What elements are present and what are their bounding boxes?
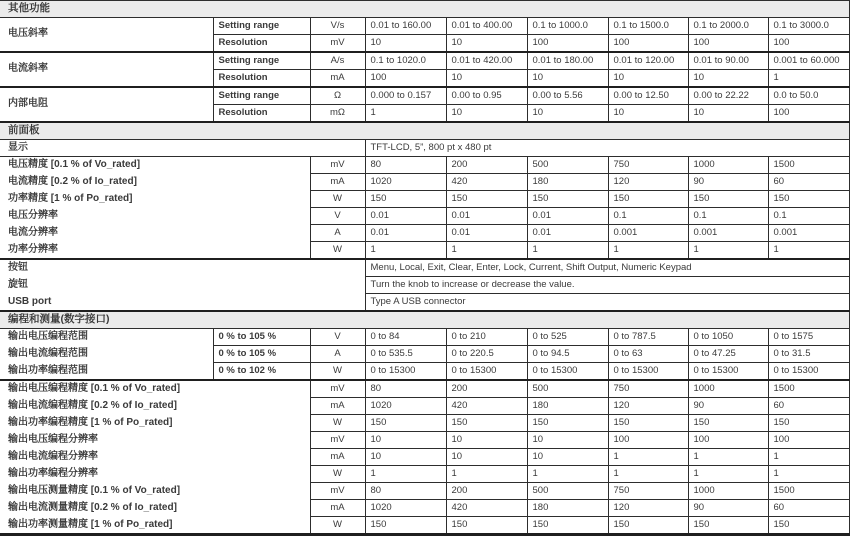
value-cell: 0.0 to 50.0 — [768, 87, 849, 105]
value-cell: 0 to 63 — [608, 346, 688, 363]
spec-label: 输出电压编程范围 — [8, 331, 88, 342]
spec-label: 按钮 — [0, 259, 365, 277]
spec-table-body — [0, 1, 849, 535]
value-cell: 150 — [608, 191, 688, 208]
value-cell: 60 — [768, 500, 849, 517]
spec-row — [0, 432, 849, 449]
value-cell: 0.01 to 160.00 — [365, 18, 446, 35]
value-cell: 120 — [608, 398, 688, 415]
value-cell: 150 — [768, 415, 849, 432]
unit-cell: Ω — [310, 87, 365, 105]
spec-label: 功率精度 [1 % of Po_rated] — [8, 192, 133, 204]
value-cell: 0 to 787.5 — [608, 329, 688, 346]
spec-row — [0, 398, 849, 415]
section-header: 编程和测量(数字接口) — [0, 311, 849, 329]
value-cell: 0.00 to 0.95 — [446, 87, 527, 105]
spec-label: 输出功率测量精度 [1 % of Po_rated] — [8, 518, 173, 530]
spec-label: 输出电压编程分辨率 — [8, 433, 98, 445]
value-cell: 1 — [688, 466, 768, 483]
value-cell: 1000 — [688, 157, 768, 174]
value-cell: 60 — [768, 398, 849, 415]
value-cell: 750 — [608, 483, 688, 500]
value-cell: 0.01 to 120.00 — [608, 52, 688, 70]
sub-label: Resolution — [213, 70, 310, 88]
value-cell: 90 — [688, 174, 768, 191]
value-cell: 80 — [365, 157, 446, 174]
spec-row — [0, 363, 849, 381]
value-cell: 1 — [688, 242, 768, 260]
unit-cell: mA — [310, 70, 365, 88]
value-cell: 150 — [446, 415, 527, 432]
value-cell: 10 — [527, 449, 608, 466]
value-cell: 0.01 to 400.00 — [446, 18, 527, 35]
value-cell: 10 — [446, 105, 527, 123]
section-row — [0, 1, 849, 18]
value-cell: 1500 — [768, 483, 849, 500]
value-cell: 10 — [527, 70, 608, 88]
spec-label: 电压斜率 — [8, 28, 48, 40]
value-cell: 500 — [527, 157, 608, 174]
value-cell: 150 — [688, 415, 768, 432]
section-row — [0, 311, 849, 329]
value-cell: 100 — [688, 35, 768, 53]
value-cell: 80 — [365, 483, 446, 500]
spec-row — [0, 208, 849, 225]
value-cell: 10 — [446, 70, 527, 88]
value-cell: 0.01 — [527, 208, 608, 225]
value-cell: 0 to 15300 — [365, 363, 446, 381]
spec-label: 输出电压测量精度 [0.1 % of Vo_rated] — [8, 484, 181, 496]
value-cell: 180 — [527, 398, 608, 415]
spec-row — [0, 277, 849, 294]
spec-row — [0, 329, 849, 346]
unit-cell: A/s — [310, 52, 365, 70]
value-cell: 0.1 — [768, 208, 849, 225]
sub-label: Setting range — [213, 87, 310, 105]
spec-row — [0, 500, 849, 517]
value-cell: 10 — [688, 105, 768, 123]
value-cell: 0.00 to 22.22 — [688, 87, 768, 105]
value-cell: 120 — [608, 174, 688, 191]
value-cell: 150 — [527, 517, 608, 535]
unit-cell: W — [310, 363, 365, 381]
value-cell: 150 — [446, 517, 527, 535]
value-cell: 100 — [768, 35, 849, 53]
value-cell: 0.00 to 5.56 — [527, 87, 608, 105]
value-cell: 0 to 15300 — [688, 363, 768, 381]
value-cell: 0.1 to 1020.0 — [365, 52, 446, 70]
spec-label: 电流斜率 — [0, 52, 213, 87]
value-cell: 150 — [365, 191, 446, 208]
unit-cell: mV — [310, 380, 365, 398]
spec-value: Type A USB connector — [365, 294, 849, 312]
unit-cell: mV — [310, 157, 365, 174]
sub-label: Resolution — [213, 35, 310, 53]
value-cell: 0 to 525 — [527, 329, 608, 346]
value-cell: 0.000 to 0.157 — [365, 87, 446, 105]
value-cell: 150 — [365, 517, 446, 535]
value-cell: 750 — [608, 157, 688, 174]
value-cell: 0.1 — [608, 208, 688, 225]
value-cell: 100 — [608, 35, 688, 53]
spec-label: 显示 — [8, 141, 28, 153]
value-cell: 180 — [527, 500, 608, 517]
spec-value: Menu, Local, Exit, Clear, Enter, Lock, Current, Shift Output, Numeric Keypad — [365, 259, 849, 277]
value-cell: 1 — [768, 242, 849, 260]
value-cell: 0 to 31.5 — [768, 346, 849, 363]
section-row — [0, 122, 849, 140]
value-cell: 100 — [768, 105, 849, 123]
value-cell: 0.1 to 3000.0 — [768, 18, 849, 35]
value-cell: 0.01 — [365, 208, 446, 225]
unit-cell: W — [310, 466, 365, 483]
unit-cell: mΩ — [310, 105, 365, 123]
value-cell: 10 — [688, 70, 768, 88]
spec-row — [0, 18, 849, 35]
value-cell: 10 — [365, 449, 446, 466]
value-cell: 10 — [608, 105, 688, 123]
range-cell: 0 % to 102 % — [213, 363, 310, 381]
spec-row — [0, 517, 849, 535]
sub-label: Resolution — [213, 105, 310, 123]
spec-row — [0, 483, 849, 500]
spec-row — [0, 242, 849, 260]
unit-cell: mV — [310, 35, 365, 53]
value-cell: 100 — [608, 432, 688, 449]
value-cell: 150 — [446, 191, 527, 208]
value-cell: 1 — [365, 105, 446, 123]
value-cell: 150 — [768, 517, 849, 535]
value-cell: 0 to 47.25 — [688, 346, 768, 363]
spec-label: 电流分辨率 — [8, 226, 58, 238]
spec-label: 输出电流编程分辨率 — [8, 450, 98, 462]
spec-label: 输出功率编程精度 [1 % of Po_rated] — [8, 416, 173, 428]
value-cell: 0 to 220.5 — [446, 346, 527, 363]
value-cell: 0.1 to 1000.0 — [527, 18, 608, 35]
value-cell: 0.01 — [527, 225, 608, 242]
spec-label: 功率分辨率 — [8, 243, 58, 255]
value-cell: 0.01 to 180.00 — [527, 52, 608, 70]
value-cell: 1 — [688, 449, 768, 466]
value-cell: 420 — [446, 398, 527, 415]
unit-cell: V — [310, 208, 365, 225]
spec-label: 旋钮 — [8, 278, 28, 290]
value-cell: 420 — [446, 174, 527, 191]
value-cell: 0 to 1575 — [768, 329, 849, 346]
spec-row — [0, 87, 849, 105]
value-cell: 180 — [527, 174, 608, 191]
value-cell: 80 — [365, 380, 446, 398]
value-cell: 1 — [446, 242, 527, 260]
spec-label: 电压分辨率 — [8, 209, 58, 221]
value-cell: 0 to 94.5 — [527, 346, 608, 363]
value-cell: 150 — [688, 191, 768, 208]
value-cell: 90 — [688, 500, 768, 517]
value-cell: 0 to 1050 — [688, 329, 768, 346]
value-cell: 0.01 to 420.00 — [446, 52, 527, 70]
value-cell: 100 — [527, 35, 608, 53]
sub-label: Setting range — [213, 18, 310, 35]
spec-row — [0, 140, 849, 157]
unit-cell: V/s — [310, 18, 365, 35]
spec-row — [0, 225, 849, 242]
value-cell: 150 — [527, 191, 608, 208]
spec-label: 电压精度 [0.1 % of Vo_rated] — [0, 157, 310, 174]
value-cell: 10 — [527, 432, 608, 449]
value-cell: 0.001 — [608, 225, 688, 242]
value-cell: 0.1 — [688, 208, 768, 225]
spec-row — [0, 294, 849, 312]
value-cell: 1500 — [768, 157, 849, 174]
unit-cell: A — [310, 225, 365, 242]
value-cell: 1 — [527, 242, 608, 260]
value-cell: 10 — [365, 432, 446, 449]
unit-cell: A — [310, 346, 365, 363]
value-cell: 1 — [527, 466, 608, 483]
value-cell: 100 — [768, 432, 849, 449]
value-cell: 0 to 15300 — [608, 363, 688, 381]
unit-cell: mV — [310, 432, 365, 449]
value-cell: 10 — [365, 35, 446, 53]
unit-cell: V — [310, 329, 365, 346]
value-cell: 0.001 — [688, 225, 768, 242]
unit-cell: W — [310, 415, 365, 432]
value-cell: 1 — [768, 466, 849, 483]
value-cell: 1 — [365, 242, 446, 260]
sub-label: Setting range — [213, 52, 310, 70]
spec-row — [0, 415, 849, 432]
value-cell: 100 — [365, 70, 446, 88]
value-cell: 10 — [446, 449, 527, 466]
value-cell: 500 — [527, 483, 608, 500]
value-cell: 0 to 84 — [365, 329, 446, 346]
unit-cell: mA — [310, 398, 365, 415]
value-cell: 1 — [768, 70, 849, 88]
value-cell: 10 — [446, 35, 527, 53]
spec-row — [0, 346, 849, 363]
value-cell: 1 — [608, 242, 688, 260]
value-cell: 0.001 to 60.000 — [768, 52, 849, 70]
value-cell: 750 — [608, 380, 688, 398]
value-cell: 150 — [608, 517, 688, 535]
unit-cell: W — [310, 191, 365, 208]
section-header: 其他功能 — [0, 1, 849, 18]
value-cell: 420 — [446, 500, 527, 517]
value-cell: 0.01 — [365, 225, 446, 242]
value-cell: 150 — [527, 415, 608, 432]
unit-cell: mA — [310, 449, 365, 466]
value-cell: 150 — [608, 415, 688, 432]
value-cell: 1 — [768, 449, 849, 466]
range-cell: 0 % to 105 % — [213, 346, 310, 363]
value-cell: 200 — [446, 380, 527, 398]
value-cell: 0.01 — [446, 208, 527, 225]
value-cell: 0 to 210 — [446, 329, 527, 346]
value-cell: 150 — [365, 415, 446, 432]
value-cell: 120 — [608, 500, 688, 517]
value-cell: 150 — [768, 191, 849, 208]
spec-row — [0, 191, 849, 208]
value-cell: 1 — [608, 449, 688, 466]
section-header: 前面板 — [0, 122, 849, 140]
unit-cell: mV — [310, 483, 365, 500]
spec-label: 输出电流测量精度 [0.2 % of Io_rated] — [8, 501, 177, 513]
unit-cell: W — [310, 242, 365, 260]
value-cell: 0.1 to 1500.0 — [608, 18, 688, 35]
unit-cell: W — [310, 517, 365, 535]
spec-row — [0, 157, 849, 174]
spec-row — [0, 52, 849, 70]
value-cell: 90 — [688, 398, 768, 415]
value-cell: 0 to 15300 — [527, 363, 608, 381]
spec-label: 输出功率编程分辨率 — [8, 467, 98, 479]
value-cell: 60 — [768, 174, 849, 191]
spec-label: 输出功率编程范围 — [8, 364, 88, 376]
value-cell: 0 to 535.5 — [365, 346, 446, 363]
value-cell: 0.01 to 90.00 — [688, 52, 768, 70]
spec-row — [0, 466, 849, 483]
spec-label: 输出电压编程精度 [0.1 % of Vo_rated] — [0, 380, 310, 398]
value-cell: 1 — [608, 466, 688, 483]
value-cell: 1000 — [688, 483, 768, 500]
spec-row — [0, 380, 849, 398]
spec-value: Turn the knob to increase or decrease the value. — [365, 277, 849, 294]
value-cell: 1020 — [365, 398, 446, 415]
unit-cell: mA — [310, 500, 365, 517]
unit-cell: mA — [310, 174, 365, 191]
value-cell: 10 — [446, 432, 527, 449]
value-cell: 0 to 15300 — [446, 363, 527, 381]
spec-label: 输出电流编程精度 [0.2 % of Io_rated] — [8, 399, 177, 411]
value-cell: 1 — [446, 466, 527, 483]
value-cell: 1000 — [688, 380, 768, 398]
value-cell: 0.1 to 2000.0 — [688, 18, 768, 35]
value-cell: 0.01 — [446, 225, 527, 242]
value-cell: 10 — [608, 70, 688, 88]
spec-label: 内部电阻 — [0, 87, 213, 122]
value-cell: 200 — [446, 157, 527, 174]
spec-label: USB port — [8, 295, 52, 307]
spec-label: 输出电流编程范围 — [8, 347, 88, 359]
spec-value: TFT-LCD, 5”, 800 pt x 480 pt — [365, 140, 849, 157]
spec-row — [0, 259, 849, 277]
value-cell: 1020 — [365, 500, 446, 517]
spec-row — [0, 449, 849, 466]
value-cell: 1 — [365, 466, 446, 483]
value-cell: 100 — [688, 432, 768, 449]
value-cell: 10 — [527, 105, 608, 123]
range-cell: 0 % to 105 % — [213, 329, 310, 346]
value-cell: 1020 — [365, 174, 446, 191]
value-cell: 200 — [446, 483, 527, 500]
value-cell: 0.00 to 12.50 — [608, 87, 688, 105]
value-cell: 0 to 15300 — [768, 363, 849, 381]
spec-label: 电流精度 [0.2 % of Io_rated] — [8, 175, 137, 187]
value-cell: 1500 — [768, 380, 849, 398]
spec-row — [0, 174, 849, 191]
value-cell: 150 — [688, 517, 768, 535]
value-cell: 0.001 — [768, 225, 849, 242]
value-cell: 500 — [527, 380, 608, 398]
